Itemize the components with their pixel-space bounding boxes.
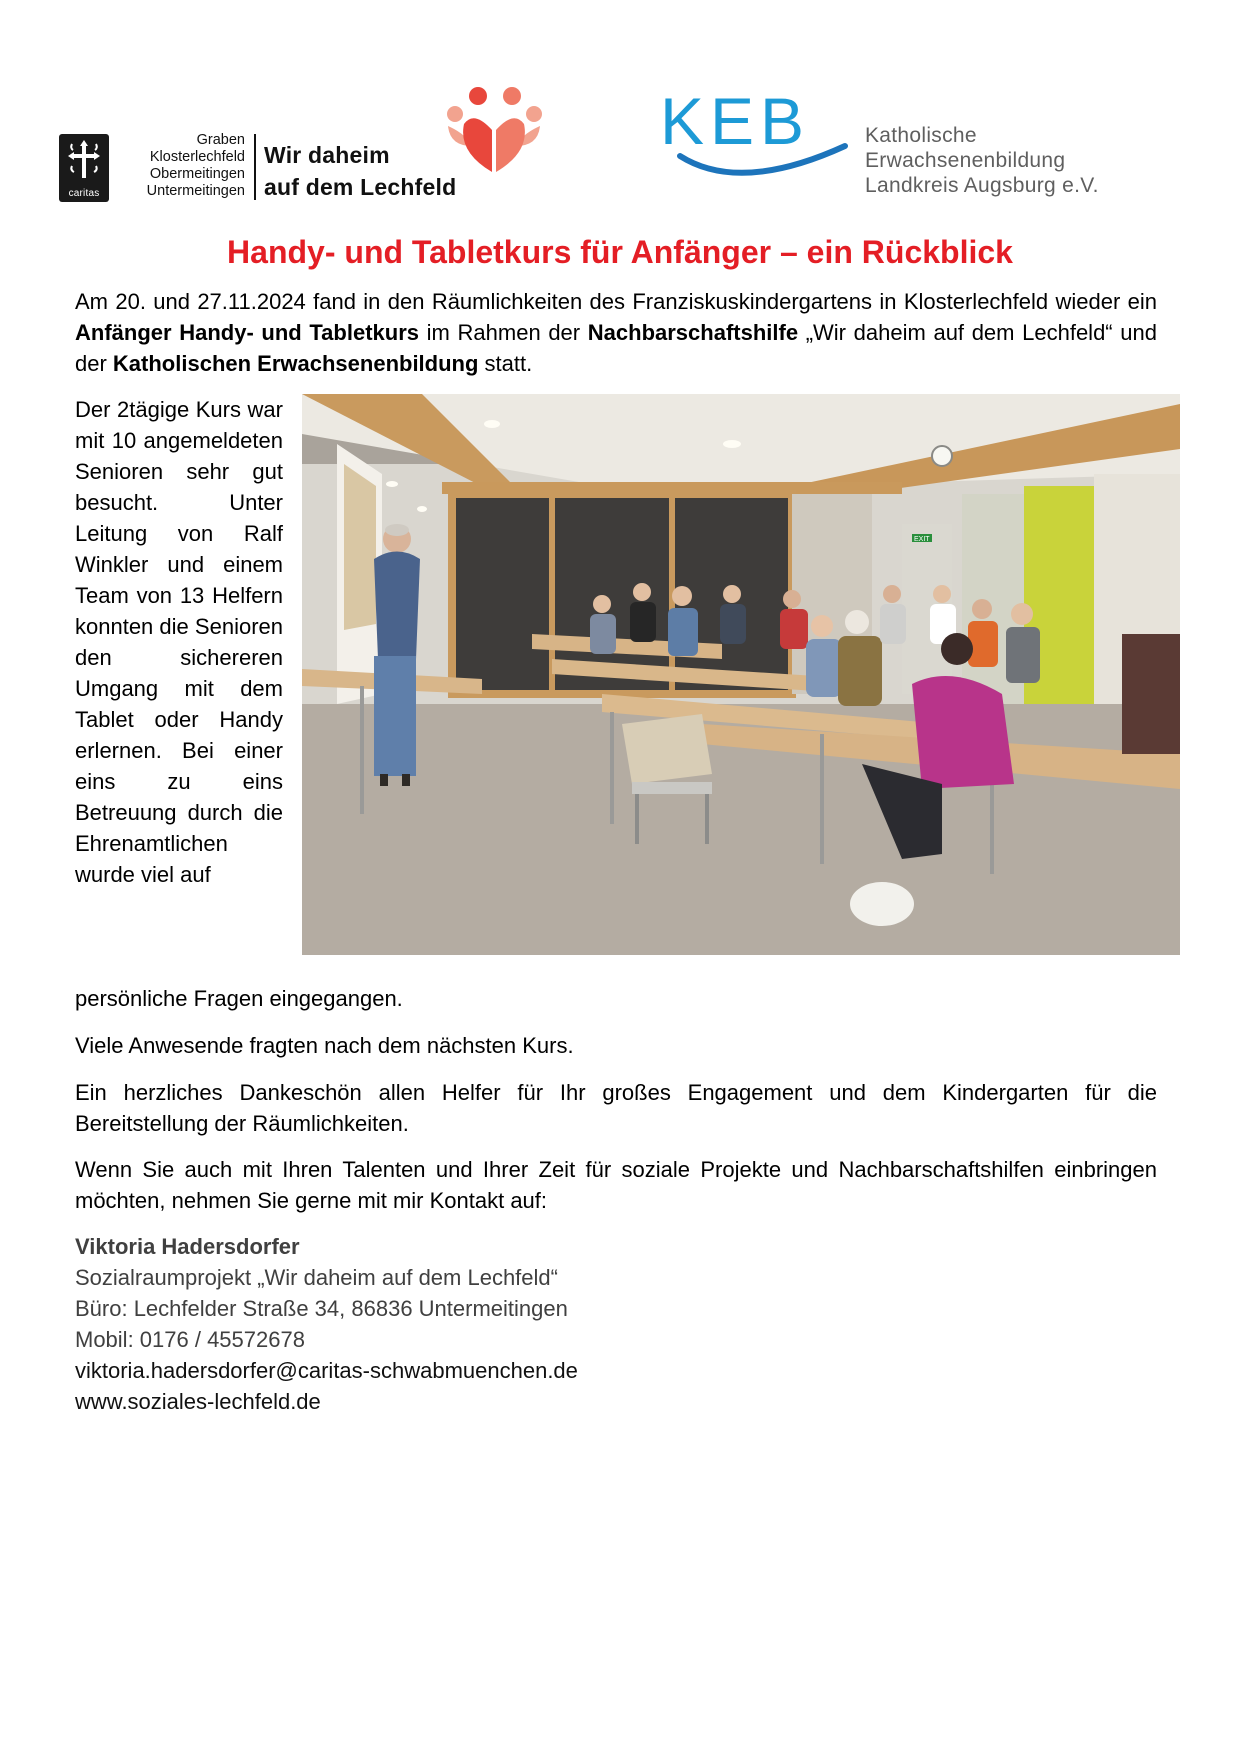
exit-sign: EXIT	[914, 536, 930, 543]
contact-email-link[interactable]: viktoria.hadersdorfer@caritas-schwabmuenchen.de	[75, 1358, 578, 1383]
brand-divider	[254, 134, 256, 200]
project-name-line-2: auf dem Lechfeld	[264, 174, 457, 200]
town-name: Klosterlechfeld	[149, 149, 245, 165]
organization-name: Katholischen Erwachsenenbildung	[112, 351, 479, 376]
contact-website-link[interactable]: www.soziales-lechfeld.de	[75, 1389, 321, 1414]
caritas-logo	[59, 134, 109, 202]
town-name: Graben	[196, 132, 245, 148]
volunteer-invitation-paragraph: Wenn Sie auch mit Ihren Talenten und Ihrer Zeit für soziale Projekte und Nachbarschaftshilfen einbringen möchten, nehmen Sie gerne mit mir Kontakt auf:	[75, 1157, 1157, 1213]
people-hearts-logo	[440, 86, 548, 178]
keb-name	[865, 123, 1099, 198]
intro-paragraph	[75, 286, 1157, 379]
keb-logo	[660, 86, 860, 186]
contact-office-address: Büro: Lechfelder Straße 34, 86836 Untermeitingen	[75, 1296, 568, 1321]
intro-text: Am 20. und 27.11.2024 fand in den Räumlichkeiten des Franziskuskindergartens in Klosterlechfeld wieder ein	[75, 289, 1157, 314]
thanks-paragraph: Ein herzliches Dankeschön allen Helfer für Ihr großes Engagement und dem Kindergarten für die Bereitstellung der Räumlichkeiten.	[75, 1080, 1157, 1136]
caritas-flame-cross-icon	[64, 138, 104, 182]
course-description-tail: persönliche Fragen eingegangen.	[75, 986, 403, 1011]
contact-name: Viktoria Hadersdorfer	[75, 1234, 300, 1259]
instructor	[374, 524, 420, 786]
article-title: Handy- und Tabletkurs für Anfänger – ein Rückblick	[227, 234, 1013, 270]
attendance-paragraph: Viele Anwesende fragten nach dem nächsten Kurs.	[75, 1033, 574, 1058]
intro-text: „Wir daheim auf dem Lechfeld“ und der	[75, 320, 1157, 376]
town-name: Obermeitingen	[149, 166, 245, 182]
caritas-wordmark: caritas	[68, 188, 100, 199]
course-name: Anfänger Handy- und Tabletkurs	[75, 320, 420, 345]
keb-acronym: KEB	[660, 86, 811, 158]
keb-line-3: Landkreis Augsburg e.V.	[865, 174, 1099, 197]
program-name: Nachbarschaftshilfe	[587, 320, 799, 345]
keb-line-1: Katholische	[865, 124, 977, 147]
course-description: Der 2tägige Kurs war mit 10 angemeldeten Senioren sehr gut besucht. Unter Leitung von Ralf Winkler und einem Team von 13 Helfern konnten die Senioren den sichereren Umgang mit dem Tablet oder Handy erlernen. Bei einer eins zu eins Betreuung durch die Ehrenamtlichen wurde viel auf	[75, 397, 283, 887]
contact-project: Sozialraumprojekt „Wir daheim auf dem Lechfeld“	[75, 1265, 558, 1290]
keb-line-2: Erwachsenenbildung	[865, 149, 1066, 172]
intro-text: im Rahmen der	[419, 320, 588, 345]
intro-text: statt.	[478, 351, 533, 376]
town-list	[117, 132, 245, 200]
contact-block	[75, 1231, 578, 1417]
classroom-photo	[302, 394, 1180, 955]
project-name-line-1: Wir daheim	[264, 142, 390, 168]
town-name: Untermeitingen	[146, 183, 245, 199]
contact-mobile: Mobil: 0176 / 45572678	[75, 1327, 305, 1352]
project-name	[264, 139, 456, 203]
